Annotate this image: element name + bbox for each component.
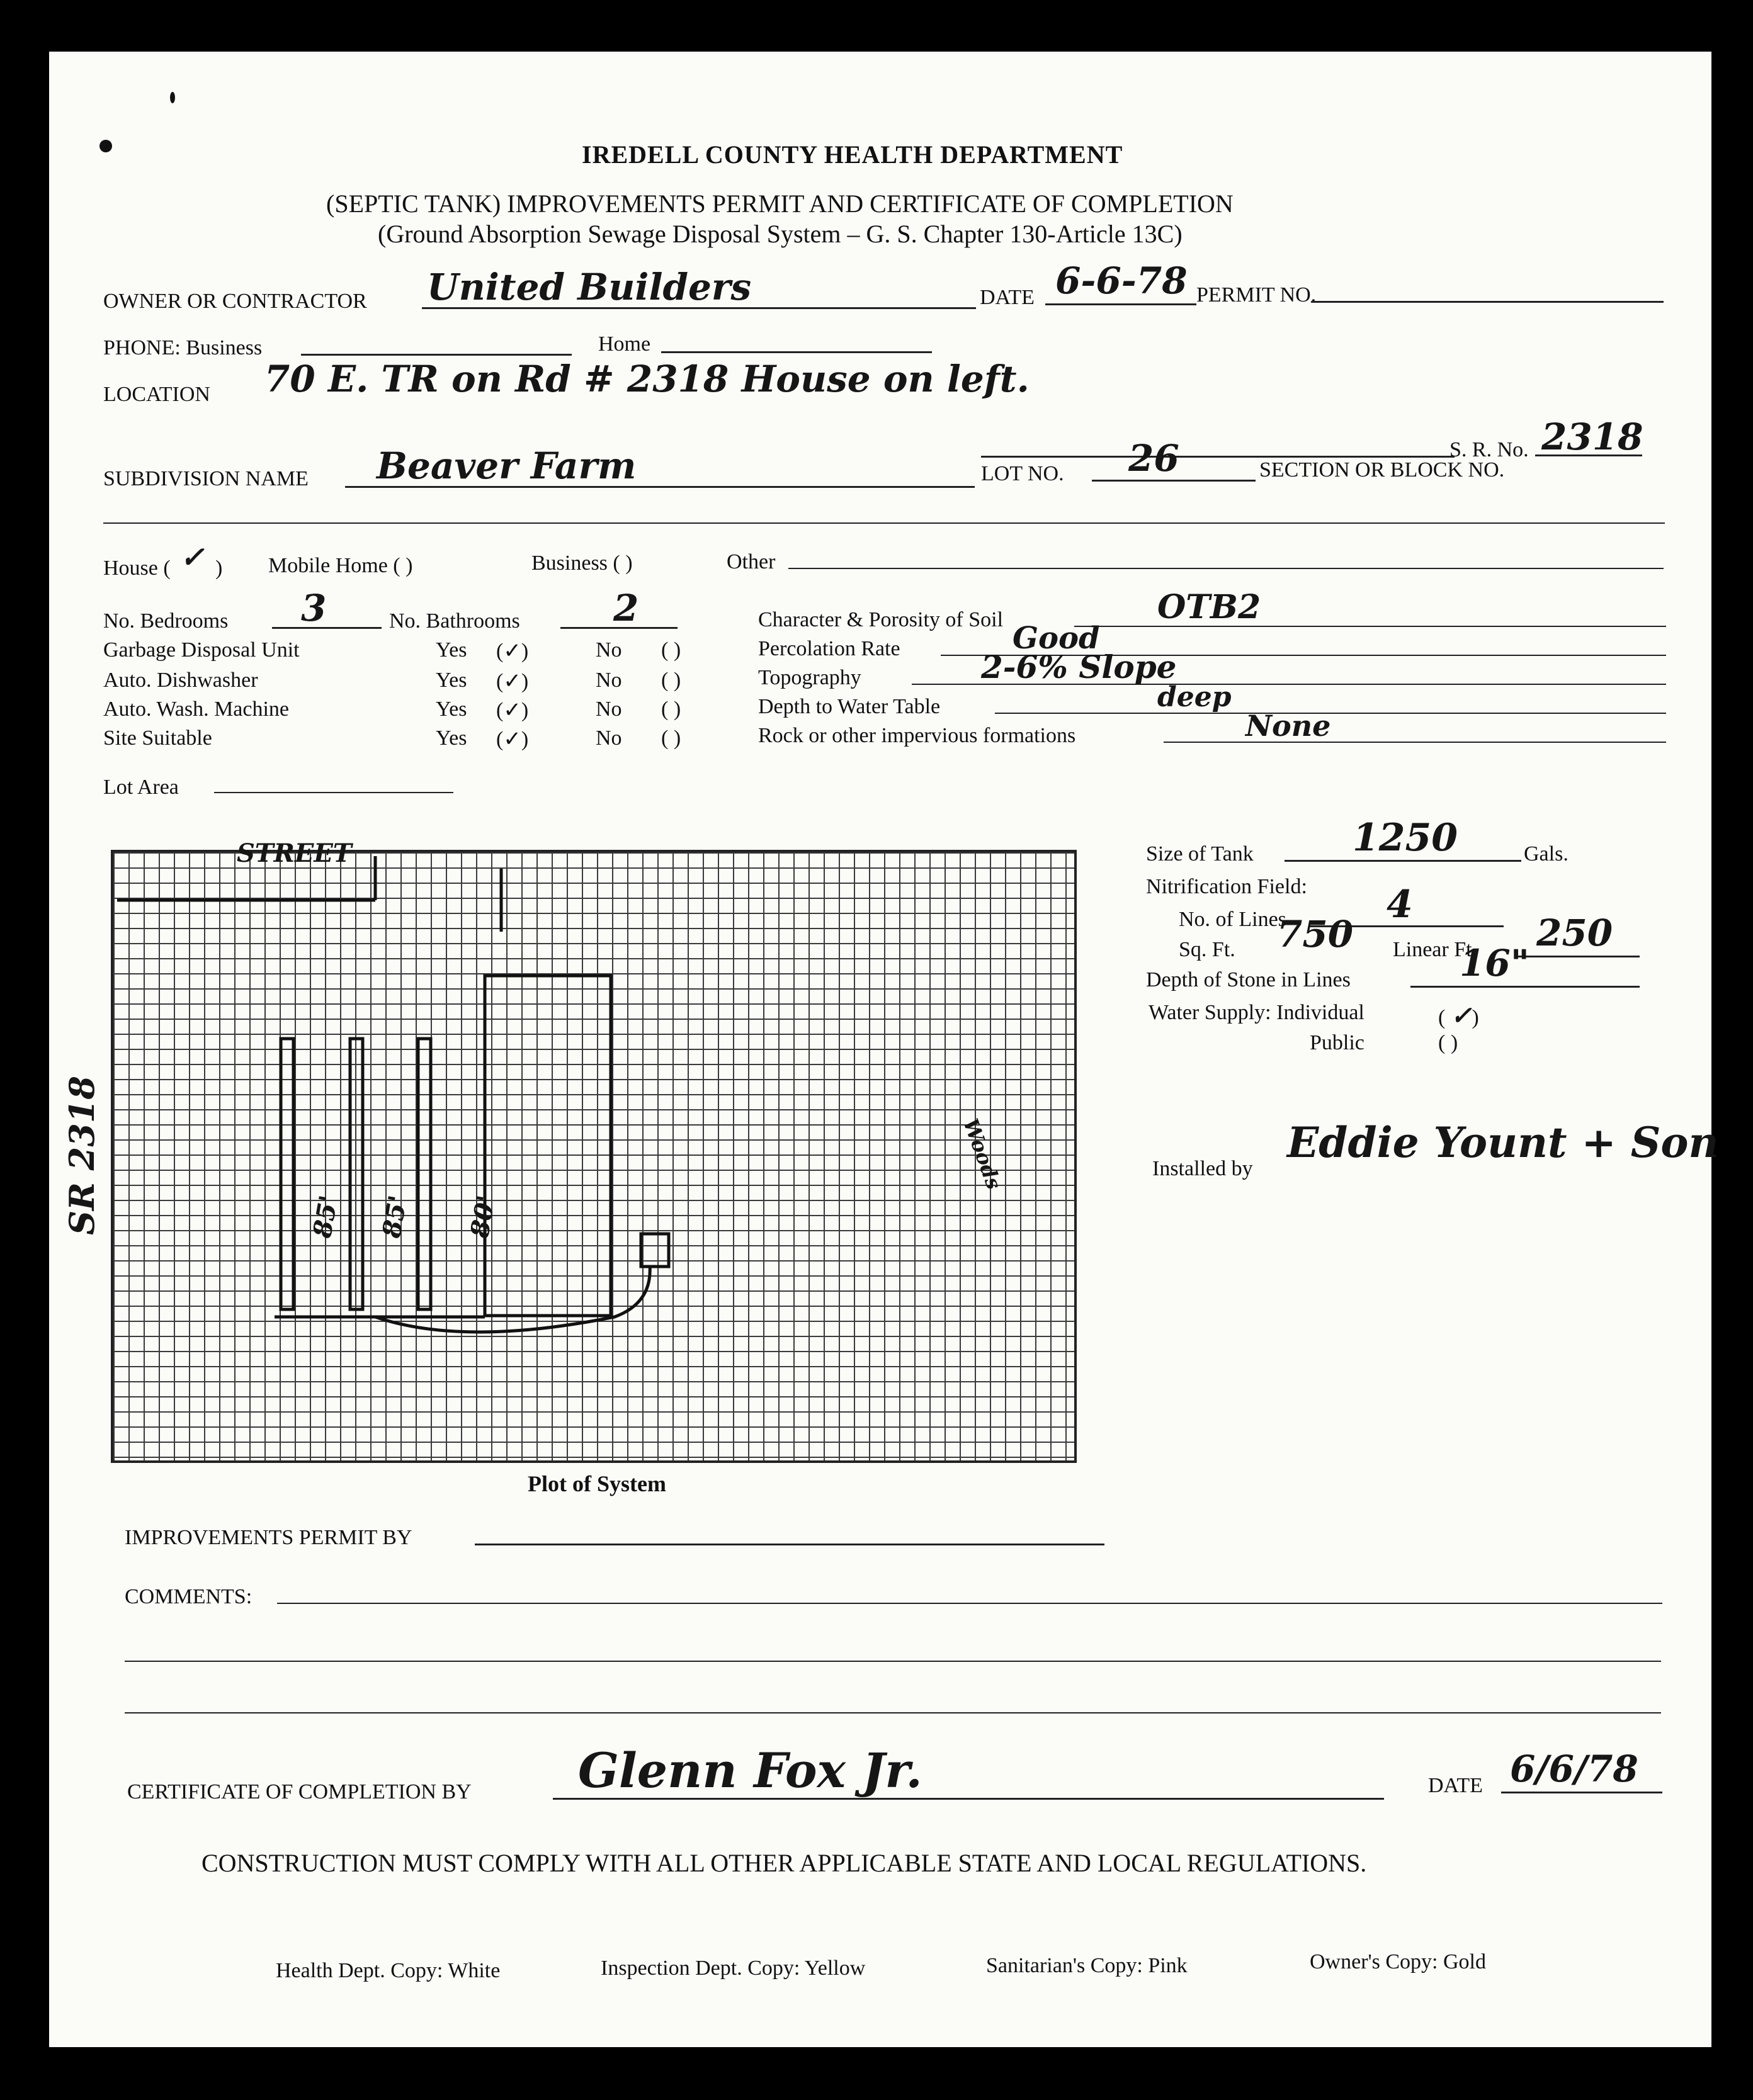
scan-speck: [170, 92, 175, 103]
street-label: STREET: [237, 838, 352, 868]
field-line-1: [281, 1039, 293, 1309]
topography-label: Topography: [758, 666, 861, 689]
permit-subtitle: (Ground Absorption Sewage Disposal System – G. S. Chapter 130-Article 13C): [378, 220, 1183, 248]
water-supply-label: Water Supply: Individual: [1149, 1001, 1364, 1024]
dishwasher-no-mark: [668, 669, 674, 692]
owner-label: OWNER OR CONTRACTOR: [103, 290, 367, 313]
site-suitable-no-mark: [668, 726, 674, 750]
stone-line: [1410, 986, 1640, 988]
bathrooms-label: No. Bathrooms: [389, 609, 520, 633]
stone-value: 16": [1460, 942, 1529, 985]
site-suitable-yes: Yes: [436, 726, 467, 750]
lot-area-label: Lot Area: [103, 776, 179, 799]
installed-label: Installed by: [1152, 1157, 1253, 1180]
certificate-date-line: [1501, 1792, 1662, 1793]
linear-line: [1516, 956, 1640, 957]
line-label-2: 85': [377, 1193, 414, 1241]
perc-value: Good: [1013, 621, 1100, 656]
bedrooms-line: [272, 627, 382, 629]
lot-no-label: LOT NO.: [981, 462, 1064, 485]
sqft-label: Sq. Ft.: [1179, 938, 1235, 961]
sr-no-label: S. R. No.: [1449, 438, 1529, 461]
bedrooms-value: 3: [301, 587, 327, 629]
section-label: SECTION OR BLOCK NO.: [1259, 458, 1505, 482]
subdivision-label: SUBDIVISION NAME: [103, 467, 309, 490]
water-table-label: Depth to Water Table: [758, 695, 941, 718]
field-line-2: [350, 1039, 363, 1309]
comments-line-3: [125, 1712, 1661, 1713]
rock-line: [1164, 742, 1666, 743]
bathrooms-value: 2: [613, 587, 639, 629]
stone-label: Depth of Stone in Lines: [1146, 968, 1351, 991]
field-line-3: [418, 1039, 431, 1309]
dishwasher-no: No: [596, 669, 622, 692]
site-suitable-yes-mark: ✓: [503, 728, 521, 751]
perc-label: Percolation Rate: [758, 637, 900, 660]
sqft-value: 750: [1277, 913, 1354, 956]
public-label: Public: [1310, 1031, 1364, 1054]
owner-value: United Builders: [427, 266, 752, 308]
topography-value: 2-6% Slope: [981, 648, 1177, 686]
phone-home-label: Home: [598, 332, 651, 356]
washer-yes-mark: ✓: [503, 699, 521, 722]
garbage-yes: Yes: [436, 638, 467, 662]
house-label: House (: [103, 556, 171, 580]
phone-business-label: PHONE: Business: [103, 336, 263, 359]
porosity-label: Character & Porosity of Soil: [758, 608, 1004, 631]
garbage-no: No: [596, 638, 622, 662]
certificate-signature: Glenn Fox Jr.: [578, 1742, 922, 1798]
site-suitable-no: No: [596, 726, 622, 750]
garbage-yes-box: (✓): [496, 640, 529, 663]
rock-value: None: [1245, 709, 1331, 743]
permit-title: (SEPTIC TANK) IMPROVEMENTS PERMIT AND CERTIFICATE OF COMPLETION: [326, 189, 1234, 218]
line-label-1: 85': [307, 1193, 344, 1241]
site-suitable-no-box: ( ): [661, 726, 681, 750]
improvements-permit-line: [475, 1544, 1104, 1545]
washer-yes: Yes: [436, 697, 467, 721]
permit-no-label: PERMIT NO.: [1196, 283, 1317, 307]
certificate-date-value: 6/6/78: [1510, 1747, 1638, 1790]
comments-label: COMMENTS:: [125, 1585, 252, 1608]
washer-no-box: ( ): [661, 697, 681, 721]
water-table-value: deep: [1157, 681, 1232, 713]
linear-label: Linear Ft.: [1393, 938, 1478, 961]
nitrification-label: Nitrification Field:: [1146, 875, 1307, 898]
comments-line-1: [277, 1603, 1662, 1604]
plot-sketch: [111, 850, 1077, 1463]
dishwasher-yes-mark: ✓: [503, 670, 521, 693]
permit-form: [49, 52, 1719, 2047]
date-value: 6-6-78: [1055, 259, 1188, 302]
other-line: [788, 568, 1664, 569]
lot-area-line: [214, 792, 453, 793]
other-label: Other: [727, 550, 776, 573]
porosity-value: OTB2: [1157, 588, 1261, 626]
washer-yes-box: (✓): [496, 699, 529, 722]
tank-size-line: [1285, 860, 1521, 862]
scan-speck: [99, 140, 112, 152]
house-close: ): [215, 556, 223, 580]
location-line-2: [981, 456, 1455, 458]
business-label: Business ( ): [531, 551, 633, 575]
septic-tank: [641, 1234, 669, 1267]
dishwasher-yes-box: (✓): [496, 670, 529, 693]
copy-sanitarian: Sanitarian's Copy: Pink: [986, 1954, 1188, 1977]
lot-no-value: 26: [1128, 437, 1179, 480]
woods-label: Woods: [958, 1115, 1006, 1193]
field-line-4: [485, 976, 611, 1316]
certificate-label: CERTIFICATE OF COMPLETION BY: [127, 1780, 472, 1804]
line-label-3: 80': [465, 1193, 502, 1241]
copy-owner: Owner's Copy: Gold: [1310, 1950, 1487, 1973]
washer-no: No: [596, 697, 622, 721]
certificate-date-label: DATE: [1428, 1774, 1483, 1797]
lines-label: No. of Lines: [1179, 908, 1286, 931]
house-check: ✓: [180, 540, 205, 574]
improvements-permit-label: IMPROVEMENTS PERMIT BY: [125, 1526, 412, 1549]
garbage-no-mark: [668, 638, 674, 662]
copy-health: Health Dept. Copy: White: [276, 1959, 501, 1982]
dishwasher-yes: Yes: [436, 669, 467, 692]
public-box: ( ): [1438, 1031, 1458, 1054]
copy-inspection: Inspection Dept. Copy: Yellow: [601, 1956, 866, 1980]
date-label: DATE: [980, 286, 1035, 309]
lot-no-line: [1092, 480, 1256, 482]
mobile-home-label: Mobile Home ( ): [268, 554, 413, 577]
phone-home-line: [661, 351, 932, 353]
site-suitable-label: Site Suitable: [103, 726, 212, 750]
date-line: [1045, 303, 1196, 305]
subdivision-value: Beaver Farm: [377, 444, 637, 487]
regulations-notice: CONSTRUCTION MUST COMPLY WITH ALL OTHER APPLICABLE STATE AND LOCAL REGULATIONS.: [201, 1849, 1367, 1877]
sr-no-value: 2318: [1541, 415, 1643, 458]
washer-label: Auto. Wash. Machine: [103, 697, 290, 721]
department-title: IREDELL COUNTY HEALTH DEPARTMENT: [582, 140, 1123, 169]
individual-mark: ✓: [1450, 1001, 1472, 1030]
comments-line-2: [125, 1661, 1661, 1662]
permit-no-line: [1311, 301, 1664, 303]
garbage-no-box: ( ): [661, 638, 681, 662]
road-label: SR 2318: [62, 1076, 102, 1235]
installed-signature: Eddie Yount + Son: [1287, 1118, 1719, 1167]
bedrooms-label: No. Bedrooms: [103, 609, 229, 633]
garbage-label: Garbage Disposal Unit: [103, 638, 300, 662]
garbage-yes-mark: ✓: [503, 640, 521, 663]
tank-pipe: [375, 1265, 650, 1332]
section-line: [103, 522, 1665, 524]
plot-caption: Plot of System: [528, 1471, 666, 1496]
tank-size-label: Size of Tank: [1146, 842, 1254, 866]
location-label: LOCATION: [103, 383, 210, 406]
location-value: 70 E. TR on Rd # 2318 House on left.: [264, 358, 1030, 400]
individual-box: ( ✓): [1438, 1001, 1479, 1030]
tank-size-value: 1250: [1353, 816, 1458, 860]
gals-label: Gals.: [1524, 842, 1569, 866]
dishwasher-label: Auto. Dishwasher: [103, 669, 258, 692]
phone-business-line: [301, 354, 572, 356]
washer-no-mark: [668, 697, 674, 721]
lines-value: 4: [1387, 883, 1413, 927]
site-suitable-yes-box: (✓): [496, 728, 529, 751]
linear-value: 250: [1536, 912, 1613, 954]
dishwasher-no-box: ( ): [661, 669, 681, 692]
rock-label: Rock or other impervious formations: [758, 724, 1076, 747]
